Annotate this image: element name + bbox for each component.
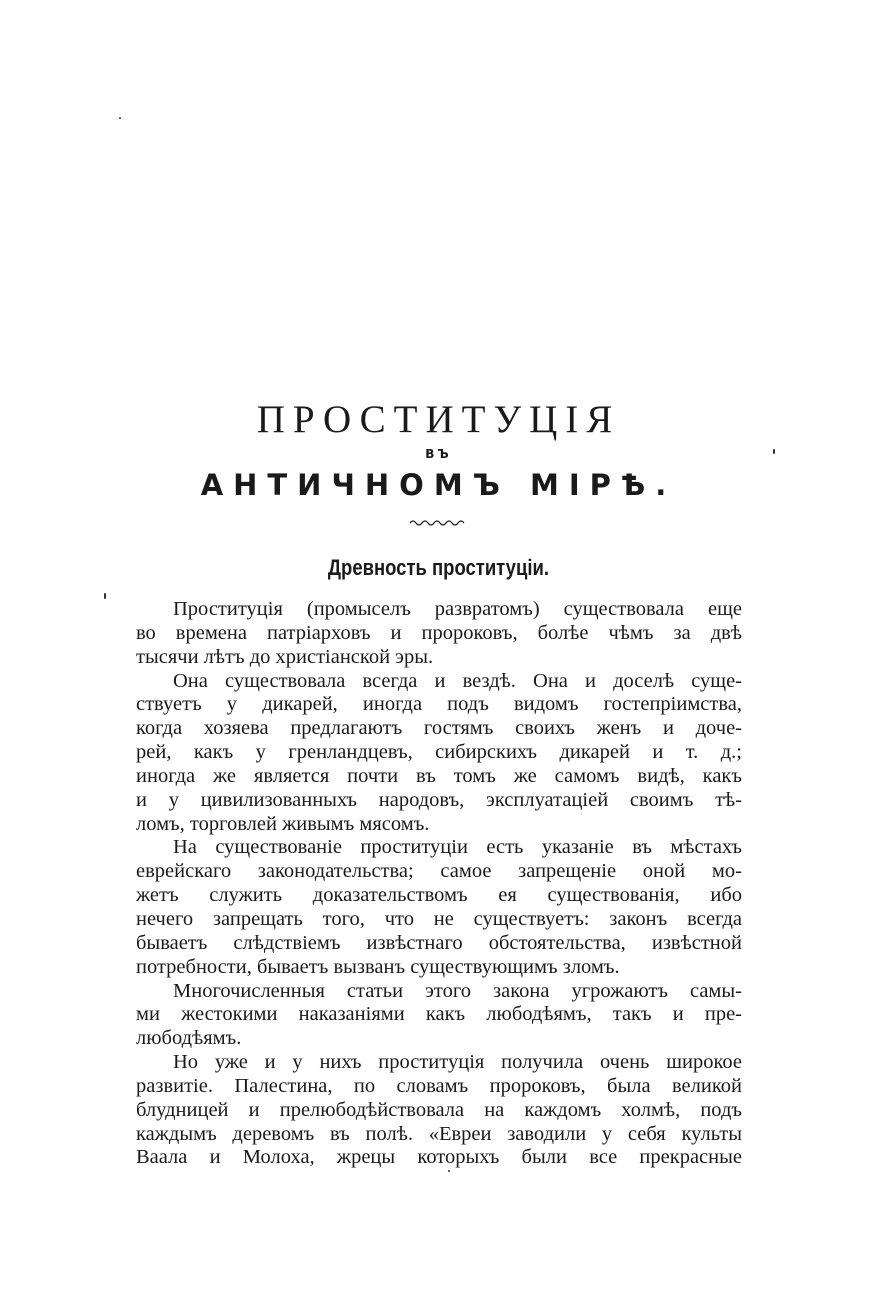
print-speck <box>104 593 106 599</box>
text-line: иногда же является почти въ томъ же самомъ видѣ, какъ <box>136 764 742 787</box>
text-line: ствуетъ у дикарей, иногда подъ видомъ гостепріимства, <box>136 693 742 716</box>
text-line: каждымъ деревомъ въ полѣ. «Евреи заводили у себя культы <box>136 1122 742 1145</box>
text-line: тысячи лѣтъ до христіанской эры. <box>136 645 434 668</box>
text-line: потребности, бываетъ вызванъ существующимъ зломъ. <box>136 955 620 978</box>
text-line: Проституція (промыселъ развратомъ) существовала еще <box>173 598 742 620</box>
text-line: когда хозяева предлагаютъ гостямъ своихъ женъ и доче- <box>136 717 742 740</box>
text-line: развитіе. Палестина, по словамъ пророковъ, была великой <box>136 1074 742 1097</box>
text-line: На существованіе проституціи есть указаніе въ мѣстахъ <box>173 836 742 859</box>
print-speck <box>119 117 121 119</box>
body-text <box>136 598 742 1170</box>
text-line: бываетъ слѣдствіемъ извѣстнаго обстоятельства, извѣстной <box>136 931 742 954</box>
wave-ornament <box>408 518 468 528</box>
text-line: ми жестокими наказаніями какъ любодѣямъ, такъ и пре- <box>136 1003 742 1026</box>
text-line: ломъ, торговлей живымъ мясомъ. <box>136 812 430 835</box>
text-line: Она существовала всегда и вездѣ. Она и доселѣ суще- <box>173 669 742 692</box>
section-heading: Древность проституціи. <box>327 555 549 580</box>
text-line: нечего запрещать того, что не существуетъ: законъ всегда <box>136 907 742 930</box>
text-line: и у цивилизованныхъ народовъ, эксплуатаціей своимъ тѣ- <box>136 788 742 811</box>
text-line: Ваала и Молоха, жрецы которыхъ были все прекрасные <box>136 1146 742 1169</box>
print-speck <box>773 449 775 454</box>
title-main: ПРОСТИТУЦІЯ <box>256 398 621 441</box>
text-line: Но уже и у нихъ проституція получила очень широкое <box>173 1051 742 1074</box>
text-line: любодѣямъ. <box>136 1027 242 1050</box>
title-subtitle: АНТИЧНОМЪ МІРѢ. <box>200 468 677 502</box>
text-line: Многочисленныя статьи этого закона угрожаютъ самы- <box>173 979 742 1002</box>
text-line: во времена патріарховъ и пророковъ, болѣе чѣмъ за двѣ <box>136 621 742 644</box>
text-line: еврейскаго законодательства; самое запрещеніе оной мо- <box>136 860 742 883</box>
print-speck <box>448 1170 450 1172</box>
text-line: блудницей и прелюбодѣйствовала на каждомъ холмѣ, подъ <box>136 1098 742 1121</box>
title-preposition: ВЪ <box>425 447 452 461</box>
text-line: жетъ служить доказательствомъ ея существованія, ибо <box>136 884 742 907</box>
text-line: рей, какъ у гренландцевъ, сибирскихъ дикарей и т. д.; <box>136 741 742 764</box>
